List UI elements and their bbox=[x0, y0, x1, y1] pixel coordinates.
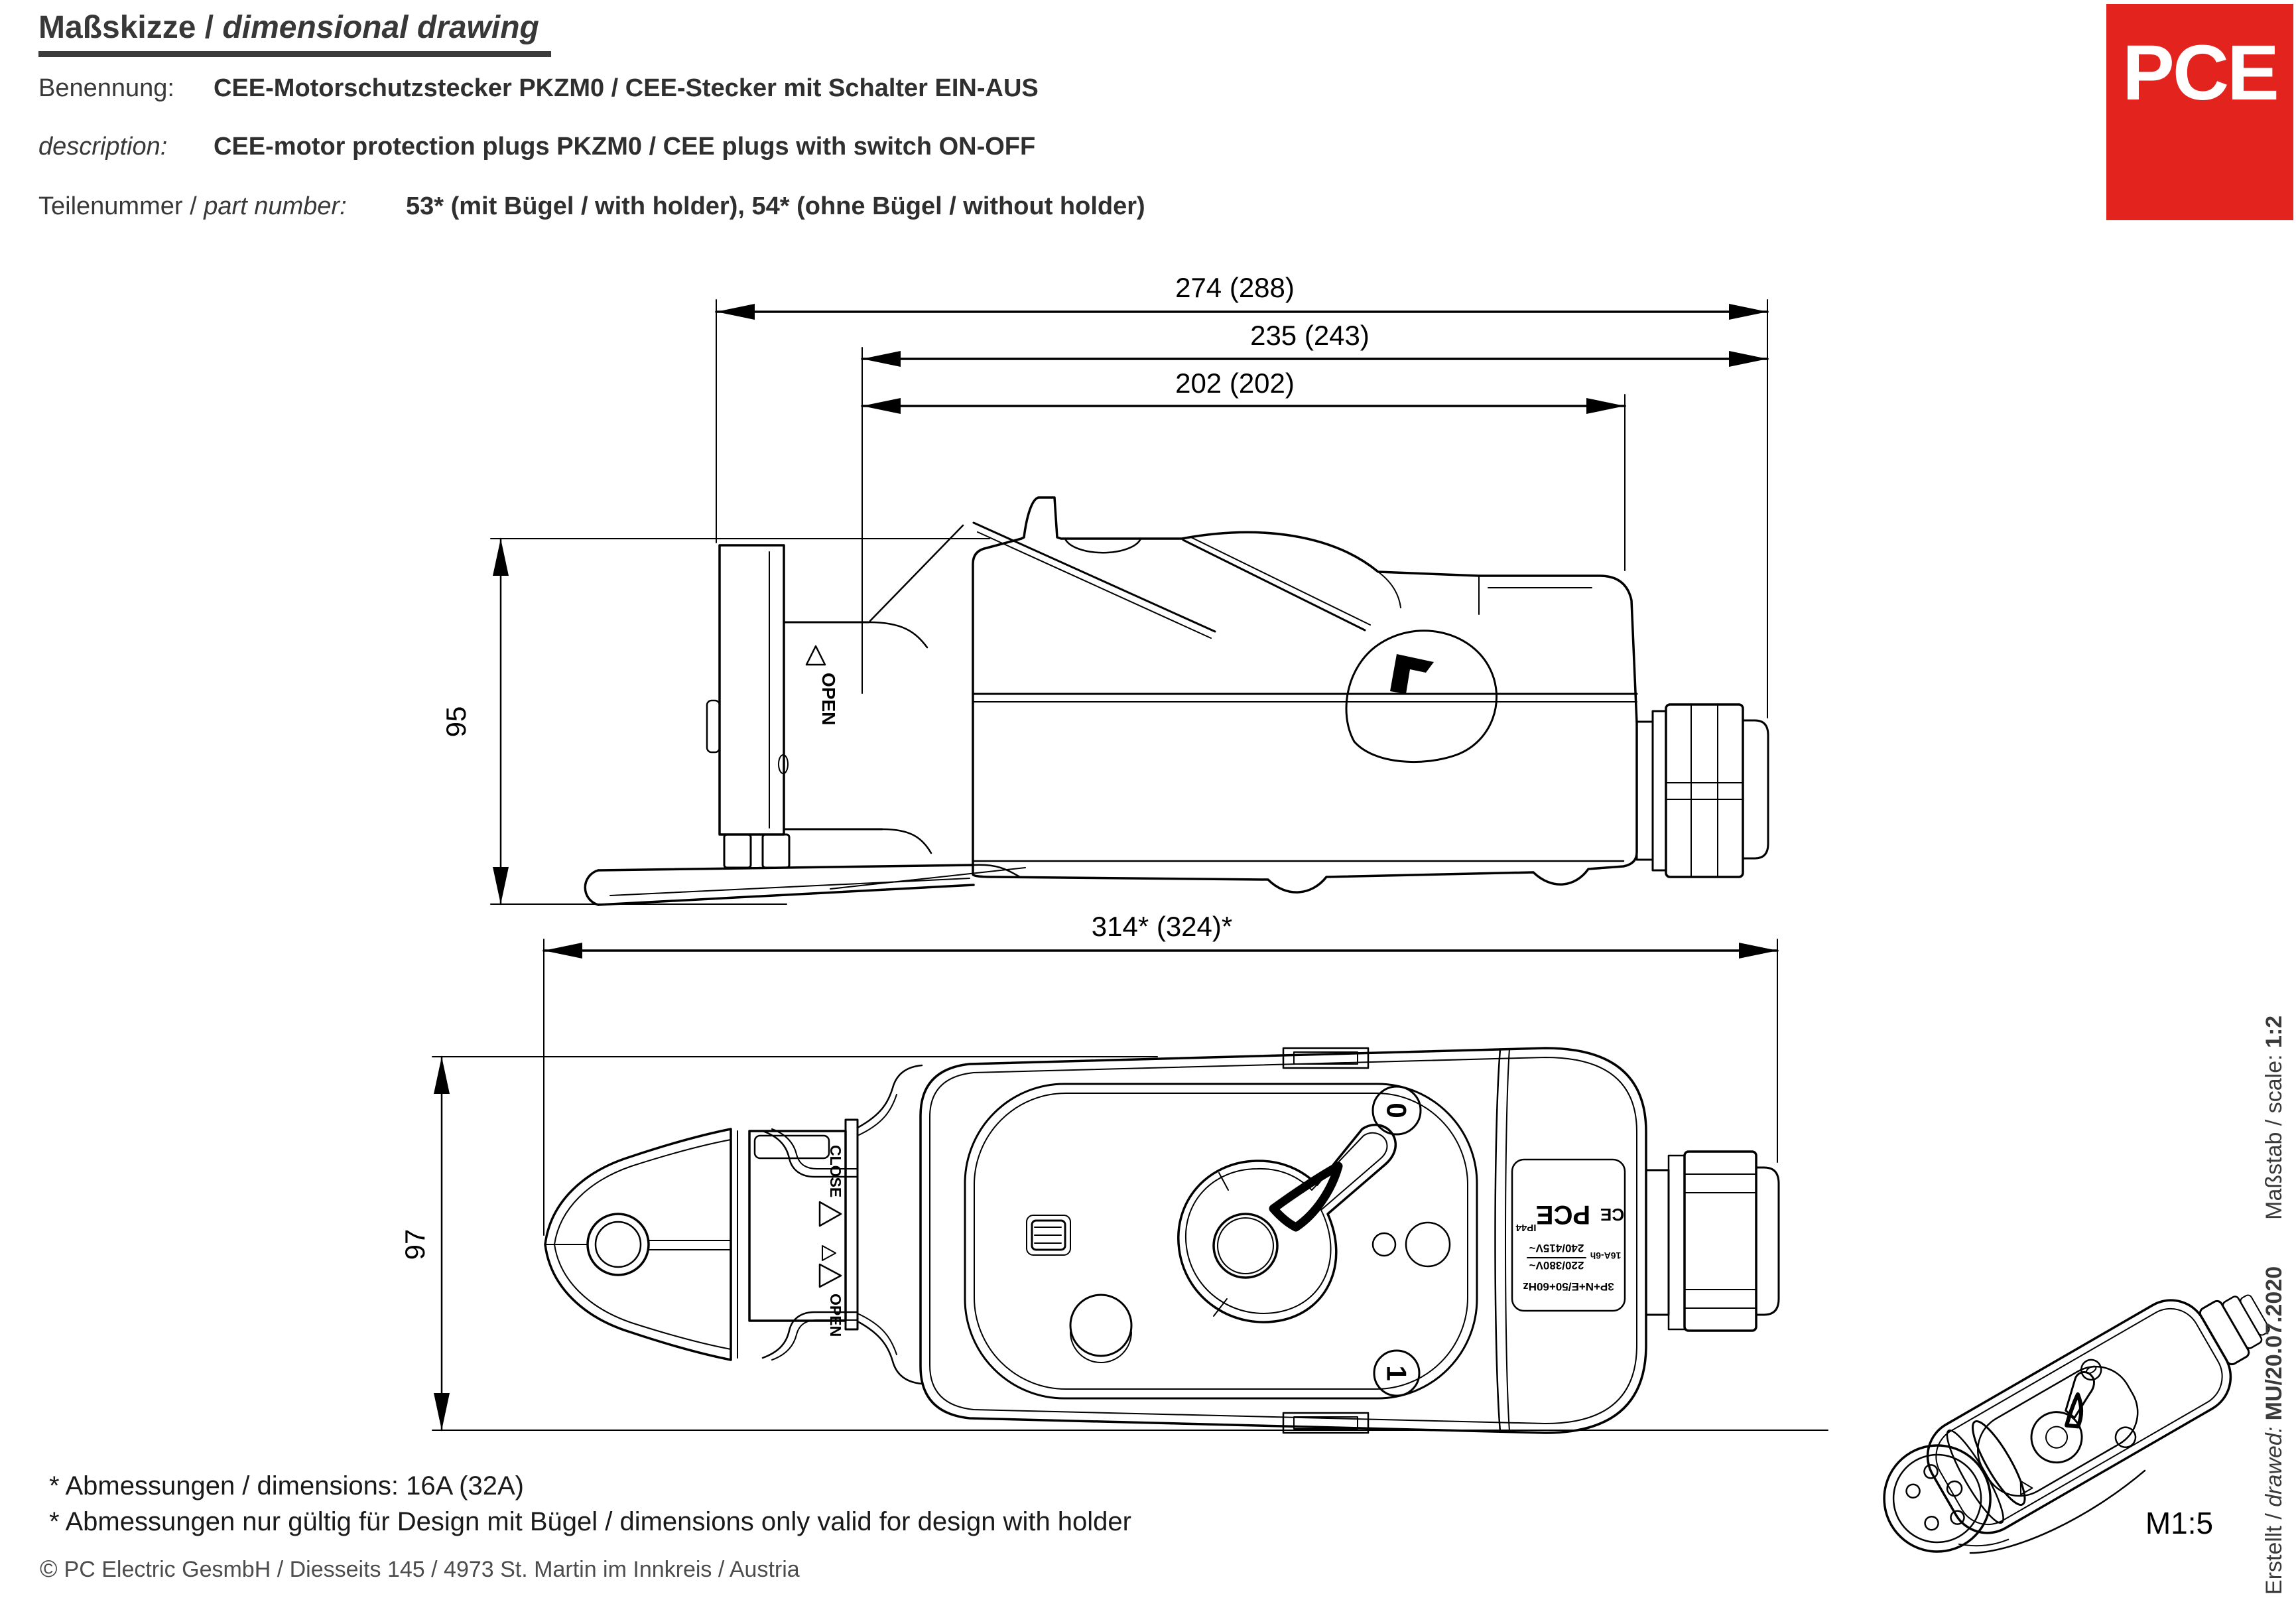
created-label: Erstellt / bbox=[2262, 1506, 2287, 1595]
open-side-label: OPEN bbox=[818, 673, 839, 726]
dim-95-label: 95 bbox=[440, 706, 472, 738]
perspective-view bbox=[1862, 1260, 2296, 1600]
description-value: CEE-motor protection plugs PKZM0 / CEE plugs with switch ON-OFF bbox=[214, 133, 1036, 161]
collar-top bbox=[749, 1065, 922, 1384]
side-view bbox=[440, 498, 1768, 905]
dim-97-label: 97 bbox=[399, 1229, 430, 1260]
dimension-274 bbox=[716, 272, 1767, 718]
switch-boss-side bbox=[1346, 631, 1497, 762]
holder-bracket-side bbox=[585, 865, 1025, 905]
dimension-202 bbox=[862, 367, 1625, 570]
lever-flag-icon bbox=[1390, 654, 1434, 694]
close-triangle-icon bbox=[820, 1202, 841, 1226]
scale-3d-label: M1:5 bbox=[2145, 1506, 2214, 1540]
dim-202-label: 202 (202) bbox=[1175, 367, 1295, 399]
holder-nose-top bbox=[545, 1129, 857, 1360]
open-marking-side bbox=[806, 646, 839, 725]
description-label: description: bbox=[38, 133, 168, 161]
cable-gland-side bbox=[1637, 704, 1768, 877]
titleblock-text bbox=[2262, 1016, 2287, 1595]
cable-gland-top bbox=[1646, 1152, 1779, 1331]
open-small-triangle-icon bbox=[822, 1246, 836, 1260]
dim-314-label: 314* (324)* bbox=[1091, 911, 1233, 942]
rating-brand: PCE bbox=[1535, 1200, 1591, 1229]
scale-value: 1:2 bbox=[2262, 1015, 2287, 1048]
rating-volt2: 240/415V~ bbox=[1529, 1242, 1584, 1254]
partnumber-value: 53* (mit Bügel / with holder), 54* (ohne Bügel / without holder) bbox=[406, 192, 1145, 220]
partnumber-label: Teilenummer / part number: bbox=[38, 192, 347, 220]
body-top bbox=[921, 1048, 1646, 1433]
side-body-outline bbox=[973, 498, 1637, 892]
open-top-label: OPEN bbox=[827, 1294, 844, 1337]
ce-mark: CE bbox=[1600, 1205, 1625, 1225]
collar-side bbox=[784, 525, 963, 853]
benennung-label: Benennung: bbox=[38, 74, 174, 102]
dim-235-label: 235 (243) bbox=[1250, 320, 1370, 351]
switch-lever-top bbox=[1179, 1125, 1396, 1322]
page-title-de: Maßskizze / bbox=[38, 10, 214, 45]
dimension-235 bbox=[862, 320, 1767, 620]
switch-markings bbox=[1373, 1087, 1450, 1396]
rating-line1: 3P+N+E/50+60Hz bbox=[1523, 1280, 1614, 1293]
footnote-2: * Abmessungen nur gültig für Design mit Bügel / dimensions only valid for design with holder bbox=[49, 1507, 1131, 1536]
switch-off-label: 0 bbox=[1381, 1102, 1413, 1118]
copyright-text: PC Electric GesmbH / Diesseits 145 / 4973 St. Martin im Innkreis / Austria bbox=[64, 1557, 800, 1582]
benennung-value: CEE-Motorschutzstecker PKZM0 / CEE-Stecker mit Schalter EIN-AUS bbox=[214, 74, 1039, 102]
rating-label bbox=[1512, 1160, 1625, 1311]
dim-274-label: 274 (288) bbox=[1175, 272, 1295, 303]
copyright-symbol: © bbox=[40, 1555, 58, 1582]
scale-label: Maßstab / scale: bbox=[2262, 1047, 2287, 1220]
page-title-en: dimensional drawing bbox=[214, 10, 539, 45]
plug-face-plate bbox=[707, 545, 789, 868]
close-label: CLOSE bbox=[827, 1145, 844, 1198]
rating-ip: IP44 bbox=[1515, 1222, 1537, 1233]
top-view bbox=[399, 1048, 1828, 1433]
rating-volt1: 220/380V~ bbox=[1529, 1259, 1584, 1272]
created-label-en: drawed: bbox=[2262, 1420, 2287, 1507]
switch-on-label: 1 bbox=[1381, 1365, 1413, 1381]
open-triangle-icon bbox=[820, 1264, 841, 1287]
dimension-95 bbox=[440, 539, 989, 904]
copyright-line bbox=[40, 1555, 800, 1583]
rating-amp: 16A-6h bbox=[1590, 1250, 1622, 1261]
side-body-details bbox=[973, 523, 1637, 861]
pce-logo-text: PCE bbox=[2122, 29, 2277, 117]
created-value: MU/20.07.2020 bbox=[2262, 1266, 2287, 1421]
footnote-1: * Abmessungen / dimensions: 16A (32A) bbox=[49, 1471, 524, 1501]
dimension-314 bbox=[544, 911, 1777, 1235]
dimension-97 bbox=[399, 1057, 1828, 1430]
